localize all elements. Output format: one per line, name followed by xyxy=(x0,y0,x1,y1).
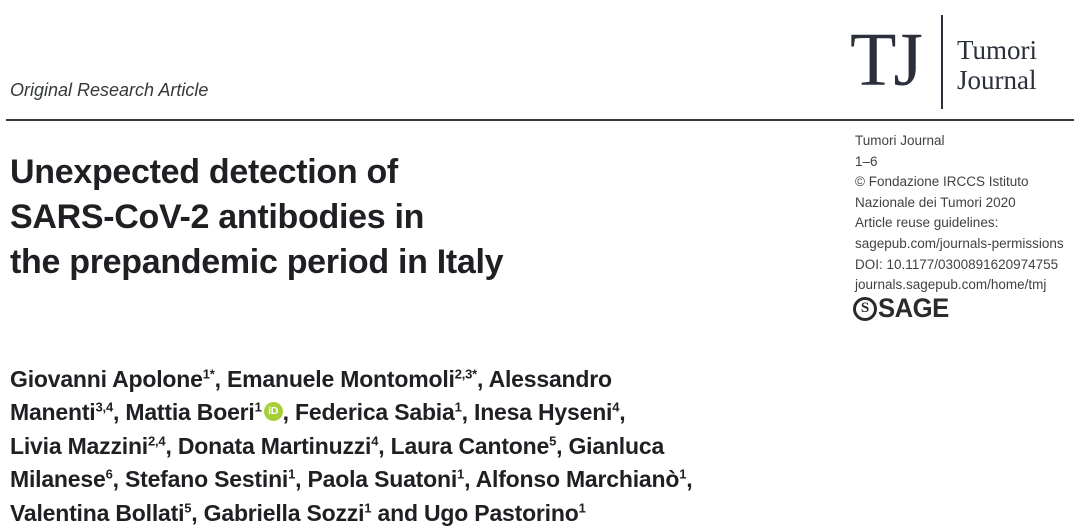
meta-copyright-line1: © Fondazione IRCCS Istituto xyxy=(855,174,1029,190)
author-affiliation-sup: 4 xyxy=(371,433,379,449)
logo-divider xyxy=(941,15,943,109)
author-line: Valentina Bollati$^5$, Gabriella Sozzi$^1$ and Ugo Pastorino$^1$ xyxy=(10,499,586,526)
author-affiliation-sup: 1 xyxy=(457,466,465,482)
author-affiliation-sup: 1 xyxy=(288,466,296,482)
journal-monogram-logo: TJ xyxy=(850,18,920,102)
author-affiliation-sup: 5 xyxy=(184,499,192,515)
author-line: Giovanni Apolone$^{1*}$, Emanuele Montomoli$^{2,3*}$, Alessandro xyxy=(10,366,612,392)
meta-doi: DOI: 10.1177/0300891620974755 xyxy=(855,256,1059,272)
sage-wordmark: SAGE xyxy=(878,293,949,323)
author-affiliation-sup: 1 xyxy=(254,399,262,415)
journal-name-logo xyxy=(957,35,1037,95)
sage-s-icon: S xyxy=(853,297,877,321)
author-affiliation-sup: 1 xyxy=(364,499,372,515)
meta-homepage-link[interactable]: journals.sagepub.com/home/tmj xyxy=(855,277,1047,293)
header-rule xyxy=(6,119,1074,121)
article-type-kicker: Original Research Article xyxy=(10,80,209,100)
author-line: Livia Mazzini$^{2,4}$, Donata Martinuzzi$^4$, Laura Cantone$^5$, Gianluca xyxy=(10,432,665,459)
journal-name-line1: Tumori xyxy=(957,35,1038,65)
orcid-id-icon[interactable]: iD xyxy=(264,402,283,421)
author-affiliation-sup: 1* xyxy=(202,366,215,382)
author-affiliation-sup: 6 xyxy=(105,466,113,482)
author-affiliation-sup: 3,4 xyxy=(95,399,113,415)
author-affiliation-sup: 4 xyxy=(612,399,620,415)
author-affiliation-sup: 5 xyxy=(549,433,557,449)
author-list xyxy=(10,363,860,530)
meta-journal-name: Tumori Journal xyxy=(855,133,945,148)
sage-logo xyxy=(853,293,953,324)
title-line: SARS-CoV-2 antibodies in xyxy=(10,198,425,236)
author-affiliation-sup: 1 xyxy=(578,499,586,515)
author-affiliation-sup: 1 xyxy=(454,399,462,415)
journal-name-line2: Journal xyxy=(957,65,1037,95)
author-affiliation-sup: 1 xyxy=(679,466,687,482)
author-line: Manenti$^{3,4}$, Mattia Boeri$^1$ iD , Federica Sabia$^1$, Inesa Hyseni$^4$, xyxy=(10,399,626,426)
journal-meta xyxy=(855,131,1077,296)
author-line: Milanese$^6$, Stefano Sestini$^1$, Paola Suatoni$^1$, Alfonso Marchianò$^1$, xyxy=(10,466,693,493)
article-title xyxy=(10,150,840,285)
title-line: the prepandemic period in Italy xyxy=(10,243,504,281)
author-affiliation-sup: 2,4 xyxy=(147,433,166,449)
meta-page-range: 1–6 xyxy=(855,153,878,169)
meta-permissions-link[interactable]: sagepub.com/journals-permissions xyxy=(855,235,1064,251)
title-line: Unexpected detection of xyxy=(10,153,398,191)
meta-reuse-label: Article reuse guidelines: xyxy=(855,215,999,231)
author-affiliation-sup: 2,3* xyxy=(454,366,478,382)
meta-copyright-line2: Nazionale dei Tumori 2020 xyxy=(855,194,1016,210)
